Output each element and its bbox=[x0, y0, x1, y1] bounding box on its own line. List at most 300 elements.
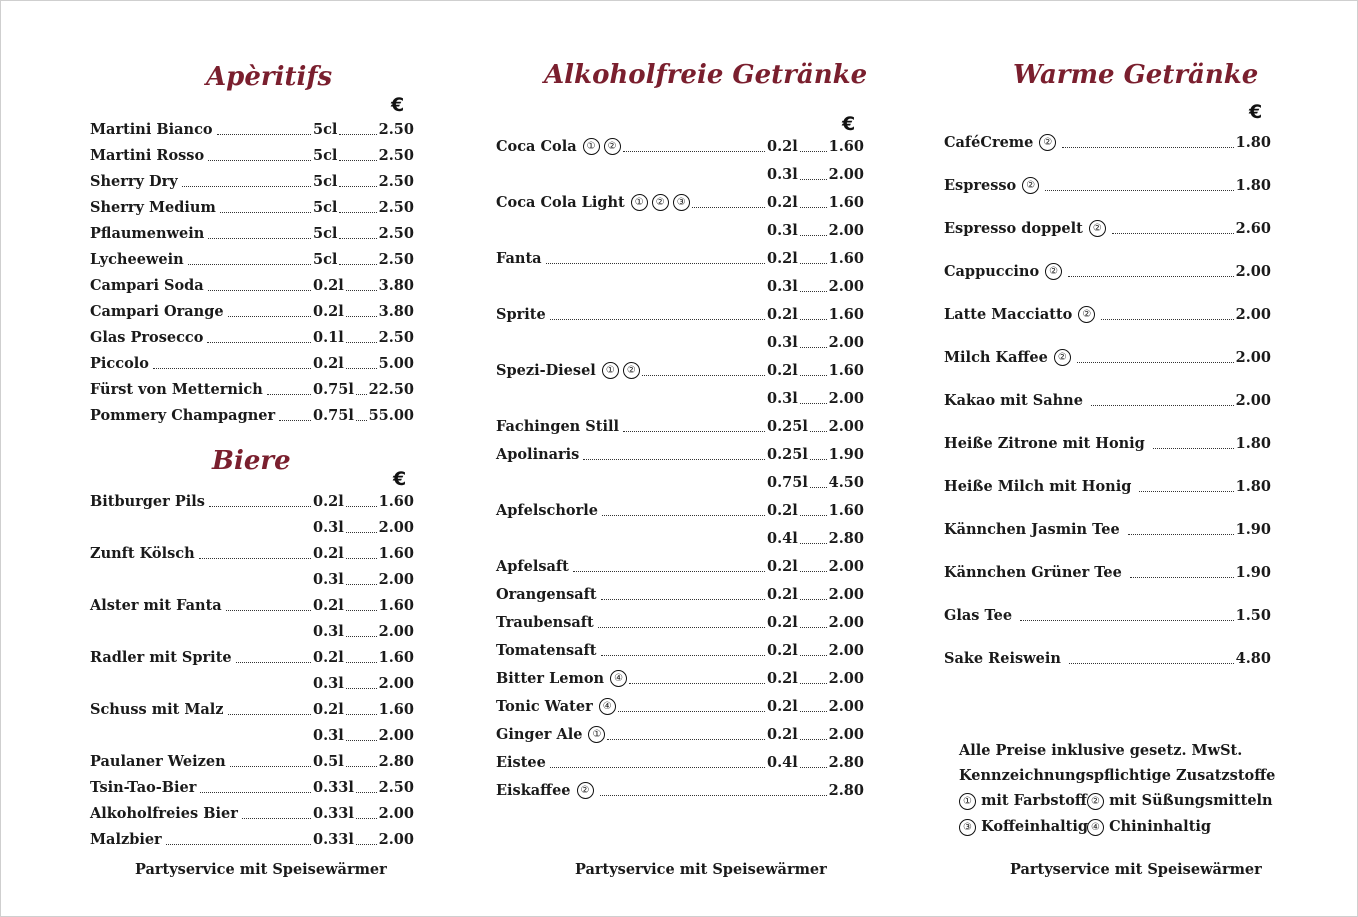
item-name: Heiße Zitrone mit Honig bbox=[944, 435, 1145, 452]
item-size: 0.2l bbox=[767, 614, 798, 631]
additive-badge-icon: ② bbox=[652, 194, 669, 211]
item-size: 0.2l bbox=[767, 586, 798, 603]
leader-dots bbox=[800, 319, 827, 320]
item-size: 5cl bbox=[313, 251, 338, 268]
item-name: Kännchen Jasmin Tee bbox=[944, 521, 1120, 538]
item-name: Martini Bianco bbox=[90, 121, 213, 138]
leader-dots bbox=[800, 347, 827, 348]
item-price: 2.50 bbox=[378, 225, 414, 242]
leader-dots bbox=[601, 599, 765, 600]
item-price: 1.60 bbox=[828, 502, 864, 519]
leader-dots bbox=[346, 740, 377, 741]
additive-badge-icon: ① bbox=[631, 194, 648, 211]
item-price: 1.80 bbox=[1235, 478, 1271, 495]
leader-dots bbox=[602, 515, 765, 516]
badge-4-icon: ④ bbox=[1087, 819, 1104, 836]
item-price: 2.80 bbox=[828, 530, 864, 547]
menu-item-row bbox=[496, 193, 864, 213]
leader-dots bbox=[267, 394, 311, 395]
item-name: Piccolo bbox=[90, 355, 149, 372]
item-size: 0.3l bbox=[313, 519, 344, 536]
leader-dots bbox=[629, 683, 765, 684]
leader-dots bbox=[346, 714, 377, 715]
item-price: 1.60 bbox=[828, 362, 864, 379]
item-size: 0.2l bbox=[313, 355, 344, 372]
menu-item-row bbox=[496, 697, 864, 717]
menu-item-row bbox=[944, 176, 1271, 196]
menu-item-row bbox=[90, 596, 414, 616]
leader-dots bbox=[1077, 362, 1234, 363]
additive-badge-icon: ② bbox=[1089, 220, 1106, 237]
item-size: 0.25l bbox=[767, 446, 808, 463]
item-size: 0.4l bbox=[767, 530, 798, 547]
leader-dots bbox=[1069, 663, 1234, 664]
item-price: 2.80 bbox=[828, 782, 864, 799]
leader-dots bbox=[810, 431, 827, 432]
leader-dots bbox=[1130, 577, 1234, 578]
menu-item-row bbox=[90, 778, 414, 798]
item-price: 1.90 bbox=[828, 446, 864, 463]
leader-dots bbox=[236, 662, 311, 663]
item-price: 5.00 bbox=[378, 355, 414, 372]
menu-item-row bbox=[944, 434, 1271, 454]
item-price: 1.90 bbox=[1235, 521, 1271, 538]
menu-item-row bbox=[944, 520, 1271, 540]
item-name: Martini Rosso bbox=[90, 147, 205, 164]
item-price: 2.00 bbox=[828, 642, 864, 659]
menu-item-row bbox=[944, 305, 1271, 325]
item-size: 0.3l bbox=[767, 390, 798, 407]
footer-right: Partyservice mit Speisewärmer bbox=[1010, 861, 1262, 878]
item-size: 0.2l bbox=[767, 194, 798, 211]
leader-dots bbox=[1139, 491, 1233, 492]
leader-dots bbox=[356, 792, 377, 793]
leader-dots bbox=[346, 342, 377, 343]
item-price: 2.00 bbox=[1235, 349, 1271, 366]
leader-dots bbox=[199, 558, 311, 559]
item-size: 0.33l bbox=[313, 779, 354, 796]
leader-dots bbox=[346, 316, 377, 317]
item-size: 0.2l bbox=[313, 701, 344, 718]
item-price: 3.80 bbox=[378, 303, 414, 320]
additive-badge-icon: ② bbox=[1054, 349, 1071, 366]
warme-currency-symbol: € bbox=[1249, 101, 1263, 123]
menu-item-row bbox=[944, 477, 1271, 497]
menu-item-row bbox=[90, 752, 414, 772]
item-price: 1.60 bbox=[828, 194, 864, 211]
leader-dots bbox=[800, 599, 827, 600]
item-price: 2.00 bbox=[828, 418, 864, 435]
leader-dots bbox=[182, 186, 311, 187]
menu-item-row bbox=[496, 249, 864, 269]
menu-item-row bbox=[496, 305, 864, 325]
menu-item-row bbox=[496, 277, 864, 297]
item-name: Milch Kaffee bbox=[944, 349, 1048, 366]
item-price: 2.00 bbox=[378, 623, 414, 640]
leader-dots bbox=[356, 818, 377, 819]
badge-2-icon: ② bbox=[1087, 793, 1104, 810]
badge-1-icon: ① bbox=[959, 793, 976, 810]
menu-item-row bbox=[90, 146, 414, 166]
menu-item-row bbox=[496, 725, 864, 745]
leader-dots bbox=[356, 394, 367, 395]
leader-dots bbox=[346, 766, 377, 767]
item-price: 1.80 bbox=[1235, 435, 1271, 452]
item-name: Campari Soda bbox=[90, 277, 204, 294]
item-size: 0.2l bbox=[767, 502, 798, 519]
item-price: 2.00 bbox=[828, 614, 864, 631]
leader-dots bbox=[800, 571, 827, 572]
leader-dots bbox=[1112, 233, 1234, 234]
leader-dots bbox=[1101, 319, 1233, 320]
legend-item-label: Koffeinhaltig bbox=[981, 818, 1088, 835]
item-price: 2.50 bbox=[378, 779, 414, 796]
item-price: 2.00 bbox=[828, 586, 864, 603]
item-name: Radler mit Sprite bbox=[90, 649, 232, 666]
leader-dots bbox=[598, 627, 765, 628]
menu-item-row bbox=[496, 501, 864, 521]
leader-dots bbox=[346, 662, 377, 663]
alkoholfrei-title: Alkoholfreie Getränke bbox=[544, 60, 868, 90]
menu-item-row bbox=[496, 529, 864, 549]
menu-item-row bbox=[90, 172, 414, 192]
menu-item-row bbox=[496, 361, 864, 381]
footer-middle: Partyservice mit Speisewärmer bbox=[575, 861, 827, 878]
item-price: 2.00 bbox=[828, 390, 864, 407]
item-name: Eistee bbox=[496, 754, 546, 771]
legend-prices-note: Alle Preise inklusive gesetz. MwSt. bbox=[959, 742, 1243, 759]
leader-dots bbox=[217, 134, 311, 135]
leader-dots bbox=[346, 584, 377, 585]
item-size: 0.3l bbox=[313, 727, 344, 744]
item-name: Paulaner Weizen bbox=[90, 753, 226, 770]
item-name: Espresso bbox=[944, 177, 1017, 194]
menu-item-row bbox=[90, 328, 414, 348]
leader-dots bbox=[208, 160, 311, 161]
item-name: Tomatensaft bbox=[496, 642, 597, 659]
leader-dots bbox=[800, 235, 827, 236]
menu-item-row bbox=[944, 219, 1271, 239]
menu-item-row bbox=[90, 250, 414, 270]
menu-item-row bbox=[90, 380, 414, 400]
menu-item-row bbox=[90, 406, 414, 426]
legend-item-chinin bbox=[1087, 818, 1211, 836]
item-size: 0.2l bbox=[767, 726, 798, 743]
item-price: 2.00 bbox=[828, 558, 864, 575]
item-name: Ginger Ale bbox=[496, 726, 583, 743]
menu-item-row bbox=[90, 354, 414, 374]
legend-item-label: mit Süßungsmitteln bbox=[1109, 792, 1273, 809]
item-price: 2.00 bbox=[1235, 306, 1271, 323]
leader-dots bbox=[228, 714, 311, 715]
item-size: 0.2l bbox=[313, 597, 344, 614]
additive-badge-icon: ② bbox=[1022, 177, 1039, 194]
menu-item-row bbox=[496, 781, 864, 801]
menu-item-row bbox=[90, 198, 414, 218]
item-name: Tsin-Tao-Bier bbox=[90, 779, 197, 796]
item-name: Heiße Milch mit Honig bbox=[944, 478, 1132, 495]
leader-dots bbox=[207, 342, 311, 343]
item-price: 2.00 bbox=[378, 831, 414, 848]
legend-item-suessungsmittel bbox=[1087, 792, 1273, 810]
item-size: 0.2l bbox=[313, 545, 344, 562]
additive-badge-icon: ④ bbox=[610, 670, 627, 687]
item-name: Glas Prosecco bbox=[90, 329, 204, 346]
leader-dots bbox=[346, 290, 377, 291]
item-name: Apfelschorle bbox=[496, 502, 598, 519]
item-price: 2.80 bbox=[828, 754, 864, 771]
menu-item-row bbox=[90, 570, 414, 590]
additive-badge-icon: ① bbox=[602, 362, 619, 379]
leader-dots bbox=[600, 795, 827, 796]
leader-dots bbox=[800, 739, 827, 740]
menu-item-row bbox=[90, 830, 414, 850]
leader-dots bbox=[1020, 620, 1234, 621]
menu-item-row bbox=[90, 726, 414, 746]
aperitifs-title: Apèritifs bbox=[206, 62, 333, 92]
item-size: 0.2l bbox=[767, 306, 798, 323]
item-price: 1.60 bbox=[828, 138, 864, 155]
item-price: 2.60 bbox=[1235, 220, 1271, 237]
leader-dots bbox=[1128, 534, 1234, 535]
item-price: 2.00 bbox=[1235, 263, 1271, 280]
additive-badge-icon: ② bbox=[623, 362, 640, 379]
legend-item-farbstoff bbox=[959, 792, 1087, 810]
item-size: 0.3l bbox=[767, 222, 798, 239]
item-name: Sherry Dry bbox=[90, 173, 178, 190]
leader-dots bbox=[188, 264, 311, 265]
biere-currency-symbol: € bbox=[393, 468, 407, 490]
item-size: 0.2l bbox=[767, 558, 798, 575]
additive-badge-icon: ① bbox=[583, 138, 600, 155]
warme-title: Warme Getränke bbox=[1013, 60, 1259, 90]
leader-dots bbox=[356, 844, 377, 845]
item-name: Alster mit Fanta bbox=[90, 597, 222, 614]
menu-item-row bbox=[496, 221, 864, 241]
item-size: 5cl bbox=[313, 121, 338, 138]
item-size: 0.5l bbox=[313, 753, 344, 770]
leader-dots bbox=[339, 238, 376, 239]
item-name: Alkoholfreies Bier bbox=[90, 805, 238, 822]
item-size: 0.75l bbox=[313, 407, 354, 424]
item-price: 1.60 bbox=[378, 545, 414, 562]
item-price: 2.80 bbox=[378, 753, 414, 770]
leader-dots bbox=[1068, 276, 1234, 277]
leader-dots bbox=[153, 368, 311, 369]
item-size: 0.4l bbox=[767, 754, 798, 771]
item-size: 0.2l bbox=[313, 493, 344, 510]
leader-dots bbox=[546, 263, 765, 264]
item-size: 0.2l bbox=[767, 642, 798, 659]
item-size: 0.2l bbox=[767, 698, 798, 715]
item-name: Traubensaft bbox=[496, 614, 594, 631]
item-size: 0.3l bbox=[767, 278, 798, 295]
item-name: Bitburger Pils bbox=[90, 493, 205, 510]
item-size: 0.2l bbox=[767, 362, 798, 379]
biere-title: Biere bbox=[212, 446, 291, 476]
leader-dots bbox=[339, 134, 376, 135]
leader-dots bbox=[242, 818, 311, 819]
leader-dots bbox=[800, 291, 827, 292]
leader-dots bbox=[810, 487, 827, 488]
item-price: 2.50 bbox=[378, 251, 414, 268]
leader-dots bbox=[1045, 190, 1233, 191]
item-price: 4.80 bbox=[1235, 650, 1271, 667]
leader-dots bbox=[339, 212, 376, 213]
item-name: Orangensaft bbox=[496, 586, 597, 603]
item-size: 0.2l bbox=[313, 649, 344, 666]
item-price: 2.50 bbox=[378, 199, 414, 216]
item-size: 0.2l bbox=[313, 303, 344, 320]
leader-dots bbox=[346, 610, 377, 611]
item-name: Coca Cola Light bbox=[496, 194, 625, 211]
item-name: Coca Cola bbox=[496, 138, 577, 155]
item-name: Pflaumenwein bbox=[90, 225, 205, 242]
item-price: 1.80 bbox=[1235, 177, 1271, 194]
item-size: 0.3l bbox=[767, 334, 798, 351]
menu-item-row bbox=[496, 445, 864, 465]
item-name: Spezi-Diesel bbox=[496, 362, 596, 379]
leader-dots bbox=[209, 506, 311, 507]
menu-item-row bbox=[496, 389, 864, 409]
leader-dots bbox=[1091, 405, 1234, 406]
leader-dots bbox=[800, 711, 827, 712]
item-name: Kännchen Grüner Tee bbox=[944, 564, 1122, 581]
menu-item-row bbox=[944, 563, 1271, 583]
item-price: 2.00 bbox=[828, 334, 864, 351]
item-name: Kakao mit Sahne bbox=[944, 392, 1083, 409]
menu-item-row bbox=[944, 133, 1271, 153]
item-price: 1.60 bbox=[378, 649, 414, 666]
leader-dots bbox=[800, 683, 827, 684]
leader-dots bbox=[800, 375, 827, 376]
leader-dots bbox=[607, 739, 765, 740]
item-size: 0.3l bbox=[767, 166, 798, 183]
leader-dots bbox=[208, 238, 311, 239]
item-name: Schuss mit Malz bbox=[90, 701, 224, 718]
aperitifs-currency-symbol: € bbox=[391, 94, 405, 116]
additive-badge-icon: ② bbox=[1078, 306, 1095, 323]
additive-badge-icon: ② bbox=[1039, 134, 1056, 151]
leader-dots bbox=[339, 264, 376, 265]
item-name: Sherry Medium bbox=[90, 199, 216, 216]
item-name: Zunft Kölsch bbox=[90, 545, 195, 562]
legend-item-label: Chininhaltig bbox=[1109, 818, 1212, 835]
menu-item-row bbox=[90, 224, 414, 244]
menu-item-row bbox=[496, 165, 864, 185]
leader-dots bbox=[346, 688, 377, 689]
leader-dots bbox=[200, 792, 311, 793]
leader-dots bbox=[346, 636, 377, 637]
leader-dots bbox=[1062, 147, 1233, 148]
leader-dots bbox=[800, 515, 827, 516]
item-price: 2.00 bbox=[828, 222, 864, 239]
additive-badge-icon: ④ bbox=[599, 698, 616, 715]
leader-dots bbox=[339, 160, 376, 161]
leader-dots bbox=[228, 316, 311, 317]
menu-item-row bbox=[90, 544, 414, 564]
badge-3-icon: ③ bbox=[959, 819, 976, 836]
item-name: Espresso doppelt bbox=[944, 220, 1083, 237]
leader-dots bbox=[800, 207, 827, 208]
leader-dots bbox=[279, 420, 311, 421]
item-size: 0.33l bbox=[313, 831, 354, 848]
item-name: Glas Tee bbox=[944, 607, 1013, 624]
item-size: 0.1l bbox=[313, 329, 344, 346]
item-price: 1.90 bbox=[1235, 564, 1271, 581]
menu-item-row bbox=[90, 648, 414, 668]
item-size: 0.3l bbox=[313, 571, 344, 588]
menu-item-row bbox=[944, 649, 1271, 669]
item-price: 2.00 bbox=[378, 519, 414, 536]
item-price: 2.00 bbox=[378, 727, 414, 744]
item-size: 0.3l bbox=[313, 675, 344, 692]
item-name: Sprite bbox=[496, 306, 546, 323]
footer-left: Partyservice mit Speisewärmer bbox=[135, 861, 387, 878]
leader-dots bbox=[692, 207, 765, 208]
item-size: 5cl bbox=[313, 225, 338, 242]
leader-dots bbox=[346, 558, 377, 559]
item-price: 2.00 bbox=[828, 278, 864, 295]
leader-dots bbox=[573, 571, 765, 572]
leader-dots bbox=[550, 767, 765, 768]
item-price: 2.00 bbox=[1235, 392, 1271, 409]
item-name: Bitter Lemon bbox=[496, 670, 605, 687]
item-price: 2.00 bbox=[378, 805, 414, 822]
item-name: Campari Orange bbox=[90, 303, 224, 320]
leader-dots bbox=[623, 151, 765, 152]
item-name: Apolinaris bbox=[496, 446, 580, 463]
leader-dots bbox=[800, 767, 827, 768]
item-price: 2.50 bbox=[378, 147, 414, 164]
menu-item-row bbox=[944, 391, 1271, 411]
item-size: 0.75l bbox=[767, 474, 808, 491]
item-price: 1.60 bbox=[828, 250, 864, 267]
item-size: 0.2l bbox=[767, 138, 798, 155]
leader-dots bbox=[230, 766, 311, 767]
leader-dots bbox=[800, 179, 827, 180]
menu-item-row bbox=[496, 641, 864, 661]
item-price: 2.50 bbox=[378, 329, 414, 346]
leader-dots bbox=[226, 610, 311, 611]
item-price: 22.50 bbox=[368, 381, 414, 398]
menu-item-row bbox=[90, 674, 414, 694]
leader-dots bbox=[220, 212, 311, 213]
item-name: Latte Macciatto bbox=[944, 306, 1073, 323]
item-price: 2.00 bbox=[828, 670, 864, 687]
leader-dots bbox=[800, 151, 827, 152]
item-price: 2.00 bbox=[828, 698, 864, 715]
leader-dots bbox=[346, 368, 377, 369]
menu-item-row bbox=[944, 262, 1271, 282]
leader-dots bbox=[800, 403, 827, 404]
menu-item-row bbox=[90, 700, 414, 720]
alkoholfrei-currency-symbol: € bbox=[842, 113, 856, 135]
leader-dots bbox=[339, 186, 376, 187]
leader-dots bbox=[800, 543, 827, 544]
item-price: 1.50 bbox=[1235, 607, 1271, 624]
item-price: 55.00 bbox=[368, 407, 414, 424]
additive-badge-icon: ② bbox=[604, 138, 621, 155]
menu-item-row bbox=[90, 492, 414, 512]
item-price: 1.60 bbox=[378, 597, 414, 614]
legend-item-koffein bbox=[959, 818, 1088, 836]
item-price: 4.50 bbox=[828, 474, 864, 491]
item-price: 1.60 bbox=[378, 493, 414, 510]
item-price: 2.00 bbox=[828, 726, 864, 743]
additive-badge-icon: ② bbox=[1045, 263, 1062, 280]
menu-item-row bbox=[944, 348, 1271, 368]
